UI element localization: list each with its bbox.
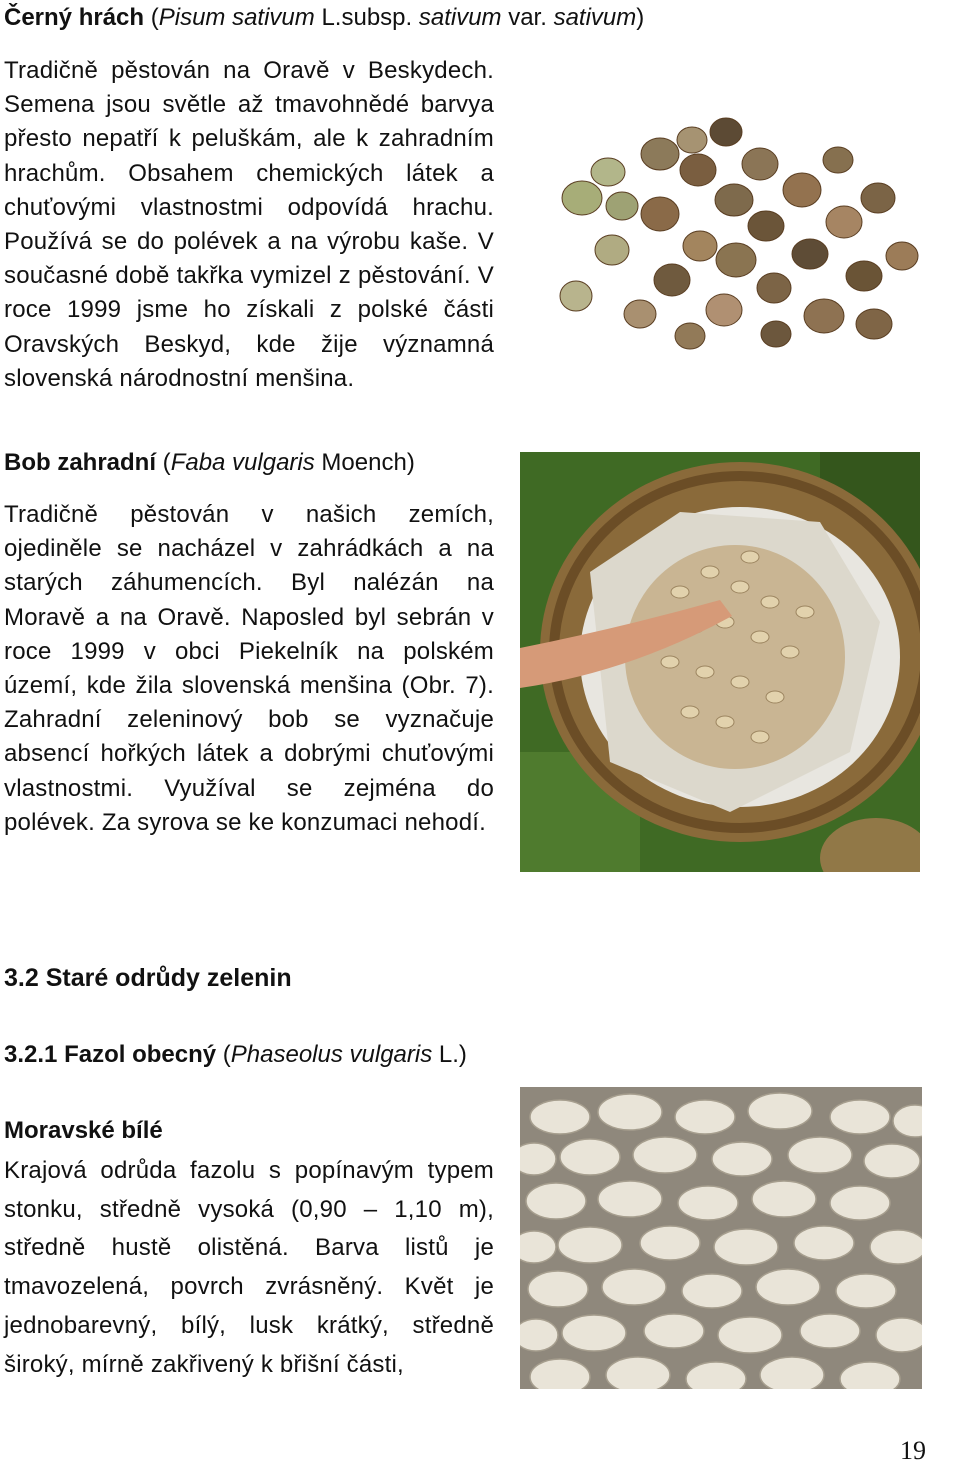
bean-heading: Bob zahradní (Faba vulgaris Moench)	[4, 449, 415, 476]
bean-description: Tradičně pěstován v našich zemích, ojediněle se nacházel v zahrádkách a na starých záhumencích. Byl nalézán na Moravě a na Oravě. Naposled byl sebrán v roce 1999 v obci Piekelník na polském území, kde žila slovenská menšina (Obr. 7). Zahradní zeleninový bob se vyznačuje absencí hořkých látek a dobrými chuťovými vlastnostmi. Využíval se zejména do polévek. Za syrova se ke konzumaci nehodí.	[4, 501, 494, 836]
pea-latin-genus: Pisum sativum	[158, 4, 315, 31]
pea-latin-subsp: sativum	[418, 4, 502, 31]
pea-latin-var: var.	[501, 4, 554, 31]
chapter-heading: 3.2 Staré odrůdy zelenin	[4, 964, 292, 992]
pea-seeds-photo	[548, 110, 928, 360]
bean-name: Bob zahradní	[4, 449, 157, 476]
white-beans-image	[520, 1087, 922, 1389]
bean-basket-image	[520, 452, 920, 872]
bean-author: Moench	[314, 449, 407, 476]
pea-description: Tradičně pěstován na Oravě v Beskydech. Semena jsou světle až tmavohnědé barvya přesto nepatří k peluškám, ale k zahradním hrachům. Obsahem chemických látek a chuťovými vlastnostmi odpovídá hrachu. Používá se do polévek a na výrobu kaše. V současné době takřka vymizel z pěstování. V roce 1999 jsme ho získali z polské části Oravských Beskyd, kde žije významná slovenská národnostní menšina.	[4, 57, 494, 392]
variety-heading	[4, 1115, 163, 1147]
pea-heading: Černý hrách (Pisum sativum L.subsp. sativum var. sativum)	[4, 4, 645, 31]
pea-latin-variety: sativum	[553, 4, 637, 31]
bean-basket-photo	[520, 452, 920, 872]
page-number: 19	[900, 1436, 926, 1465]
subsection-author: L.	[432, 1041, 459, 1068]
subsection-name: Fazol obecný	[64, 1041, 217, 1068]
pea-name: Černý hrách	[4, 4, 145, 31]
bean-latin: Faba vulgaris	[170, 449, 315, 476]
pea-seeds-image	[548, 110, 928, 360]
subsection-latin: Phaseolus vulgaris	[230, 1041, 433, 1068]
pea-latin-mid: L.subsp.	[314, 4, 419, 31]
variety-name: Moravské bílé	[4, 1117, 163, 1144]
variety-description: Krajová odrůda fazolu s popínavým typem stonku, středně vysoká (0,90 – 1,10 m), středně hustě olistěná. Barva listů je tmavozelená, povrch zvrásněný. Květ je jednobarevný, bílý, lusk krátký, středně široký, mírně zakřivený k břišní části,	[4, 1157, 494, 1378]
subsection-number: 3.2.1	[4, 1041, 58, 1068]
subsection-heading: 3.2.1 Fazol obecný (Phaseolus vulgaris L.)	[4, 1041, 467, 1068]
white-beans-photo	[520, 1087, 922, 1389]
